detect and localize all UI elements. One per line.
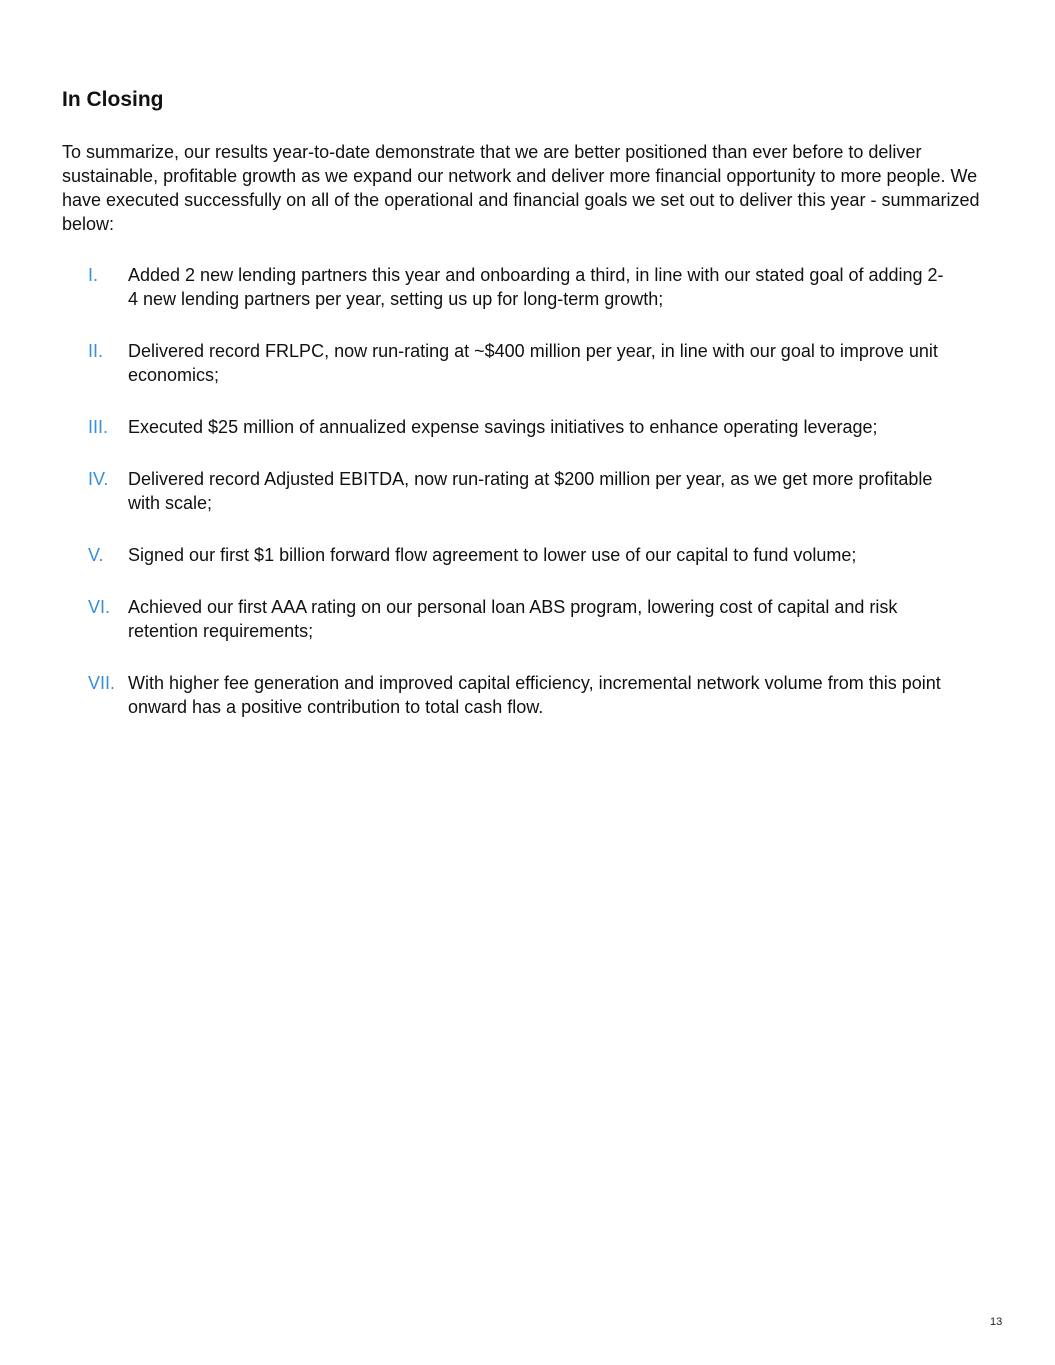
list-item-text: Achieved our first AAA rating on our personal loan ABS program, lowering cost of capital and risk retention requirements; xyxy=(128,597,898,641)
list-item-text: Added 2 new lending partners this year and onboarding a third, in line with our stated goal of adding 2-4 new lending partners per year, setting us up for long-term growth; xyxy=(128,265,944,309)
list-item xyxy=(62,543,992,567)
intro-paragraph: To summarize, our results year-to-date demonstrate that we are better positioned than ever before to deliver sustainable, profitable growth as we expand our network and deliver more financial opportunity to more people. We have executed successfully on all of the operational and financial goals we set out to deliver this year - summarized below: xyxy=(62,142,980,234)
list-numeral: III. xyxy=(88,417,109,437)
list-numeral: V. xyxy=(88,545,104,565)
page-number: 13 xyxy=(990,1316,1003,1328)
list-item-text: Delivered record FRLPC, now run-rating at ~$400 million per year, in line with our goal to improve unit economics; xyxy=(128,341,938,385)
list-numeral: VII. xyxy=(88,673,116,693)
list-numeral: II. xyxy=(88,341,104,361)
list-numeral: IV. xyxy=(88,469,109,489)
list-item xyxy=(62,671,992,719)
list-item xyxy=(62,415,992,439)
list-item xyxy=(62,263,992,311)
list-item xyxy=(62,467,992,515)
list-item xyxy=(62,339,992,387)
list-numeral: VI. xyxy=(88,597,111,617)
list-item-text: With higher fee generation and improved capital efficiency, incremental network volume from this point onward has a positive contribution to total cash flow. xyxy=(128,673,941,717)
list-item xyxy=(62,595,992,643)
list-item-text: Delivered record Adjusted EBITDA, now run-rating at $200 million per year, as we get more profitable with scale; xyxy=(128,469,933,513)
list-item-text: Signed our first $1 billion forward flow agreement to lower use of our capital to fund volume; xyxy=(128,545,857,565)
section-heading: In Closing xyxy=(62,88,164,111)
document-page xyxy=(62,86,992,747)
list-item-text: Executed $25 million of annualized expense savings initiatives to enhance operating leverage; xyxy=(128,417,878,437)
list-numeral: I. xyxy=(88,265,99,285)
summary-list xyxy=(62,263,992,719)
